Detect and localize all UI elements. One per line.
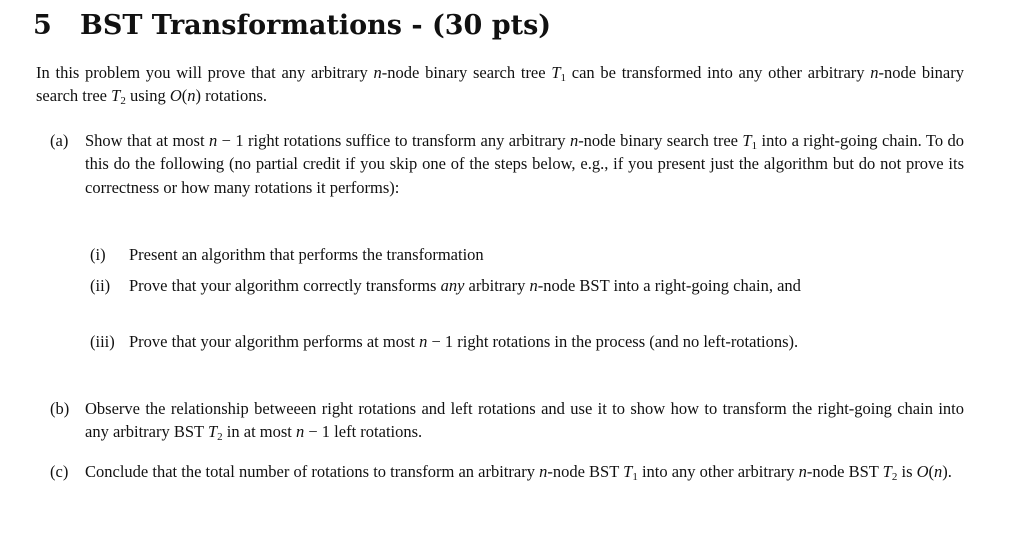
- part-text: -node binary search tree: [578, 131, 743, 150]
- math-subscript: 1: [560, 72, 567, 84]
- part-text: Observe the relationship betweeen right rotations and left rotations and use it to show how to transform the right-going chain into any arbitrary BST: [85, 399, 964, 442]
- part-text: -node BST: [547, 462, 624, 481]
- part-b-label: (b): [50, 399, 70, 418]
- intro-text: -node binary search tree: [381, 63, 552, 82]
- part-c: [50, 460, 964, 483]
- part-a-ii-text: [129, 274, 964, 297]
- math-var: n: [539, 462, 548, 481]
- part-a-iii: [90, 330, 964, 353]
- part-text: in at most: [222, 422, 296, 442]
- part-text: Prove that your algorithm performs at most: [129, 332, 420, 351]
- part-text: into any other arbitrary: [637, 462, 799, 481]
- part-text: ).: [942, 462, 952, 481]
- part-a-i-text: Present an algorithm that performs the transformation: [129, 245, 484, 264]
- part-text: − 1 left rotations.: [304, 422, 423, 442]
- math-subscript: 2: [891, 471, 898, 483]
- section-heading: [33, 8, 551, 44]
- part-text: − 1 right rotations in the process (and no left-rotations).: [427, 332, 799, 351]
- math-var: O: [916, 462, 929, 481]
- intro-text: ) rotations.: [195, 86, 267, 106]
- math-var: n: [798, 462, 807, 481]
- part-a-iii-text: [129, 330, 964, 353]
- math-subscript: 1: [751, 140, 758, 152]
- math-var: n: [569, 131, 579, 150]
- section-number: 5: [33, 10, 52, 41]
- intro-paragraph: [36, 61, 964, 108]
- part-text: Conclude that the total number of rotations to transform an arbitrary: [85, 462, 540, 481]
- part-text: is: [897, 462, 917, 481]
- math-subscript: 2: [217, 431, 223, 444]
- math-var: n: [870, 63, 879, 82]
- math-var: n: [529, 276, 538, 295]
- section-title: BST Transformations - (30 pts): [80, 10, 552, 41]
- part-a-ii: [90, 274, 964, 297]
- part-b: [50, 397, 964, 444]
- math-var: T: [551, 63, 561, 82]
- math-var: n: [187, 86, 196, 106]
- math-var: O: [169, 86, 182, 106]
- part-text: arbitrary: [464, 276, 530, 295]
- part-text: Prove that your algorithm correctly transforms: [129, 276, 441, 295]
- intro-text: using: [125, 86, 170, 106]
- part-a-ii-label: (ii): [90, 276, 111, 295]
- part-text: (: [928, 462, 935, 481]
- math-var: T: [882, 462, 892, 481]
- part-text: -node BST: [806, 462, 883, 481]
- math-var: n: [296, 422, 305, 442]
- math-var: n: [419, 332, 428, 351]
- intro-text: can be transformed into any other arbitrary: [566, 63, 871, 82]
- math-subscript: 1: [632, 471, 638, 483]
- part-a-text: [85, 129, 964, 199]
- math-var: n: [208, 131, 218, 150]
- part-a-iii-label: (iii): [90, 332, 115, 351]
- intro-text: -node binary search tree: [36, 63, 964, 106]
- part-a-i-label: (i): [90, 245, 106, 264]
- part-text: into a right-going chain. To do this do the following (no partial credit if you skip one of the steps below, e.g., if you present just the algorithm but do not prove its correctness or how many rotations it performs):: [85, 131, 964, 197]
- intro-text: (: [181, 86, 188, 106]
- part-a-i: [90, 243, 964, 266]
- part-b-text: [85, 397, 964, 444]
- math-var: T: [111, 86, 121, 106]
- math-var: T: [207, 422, 218, 442]
- part-c-label: (c): [50, 462, 69, 481]
- part-c-text: [85, 460, 964, 483]
- math-var: T: [742, 131, 752, 150]
- part-a: [50, 129, 964, 199]
- math-var: T: [623, 462, 633, 481]
- intro-text: In this problem you will prove that any arbitrary: [36, 63, 374, 82]
- part-a-label: (a): [50, 131, 69, 150]
- math-subscript: 2: [120, 95, 126, 108]
- math-var: n: [373, 63, 382, 82]
- part-text: − 1 right rotations suffice to transform any arbitrary: [217, 131, 570, 150]
- math-var: n: [934, 462, 943, 481]
- part-text: -node BST into a right-going chain, and: [537, 276, 801, 295]
- part-text: Show that at most: [85, 131, 209, 150]
- emphasis-text: any: [440, 276, 465, 295]
